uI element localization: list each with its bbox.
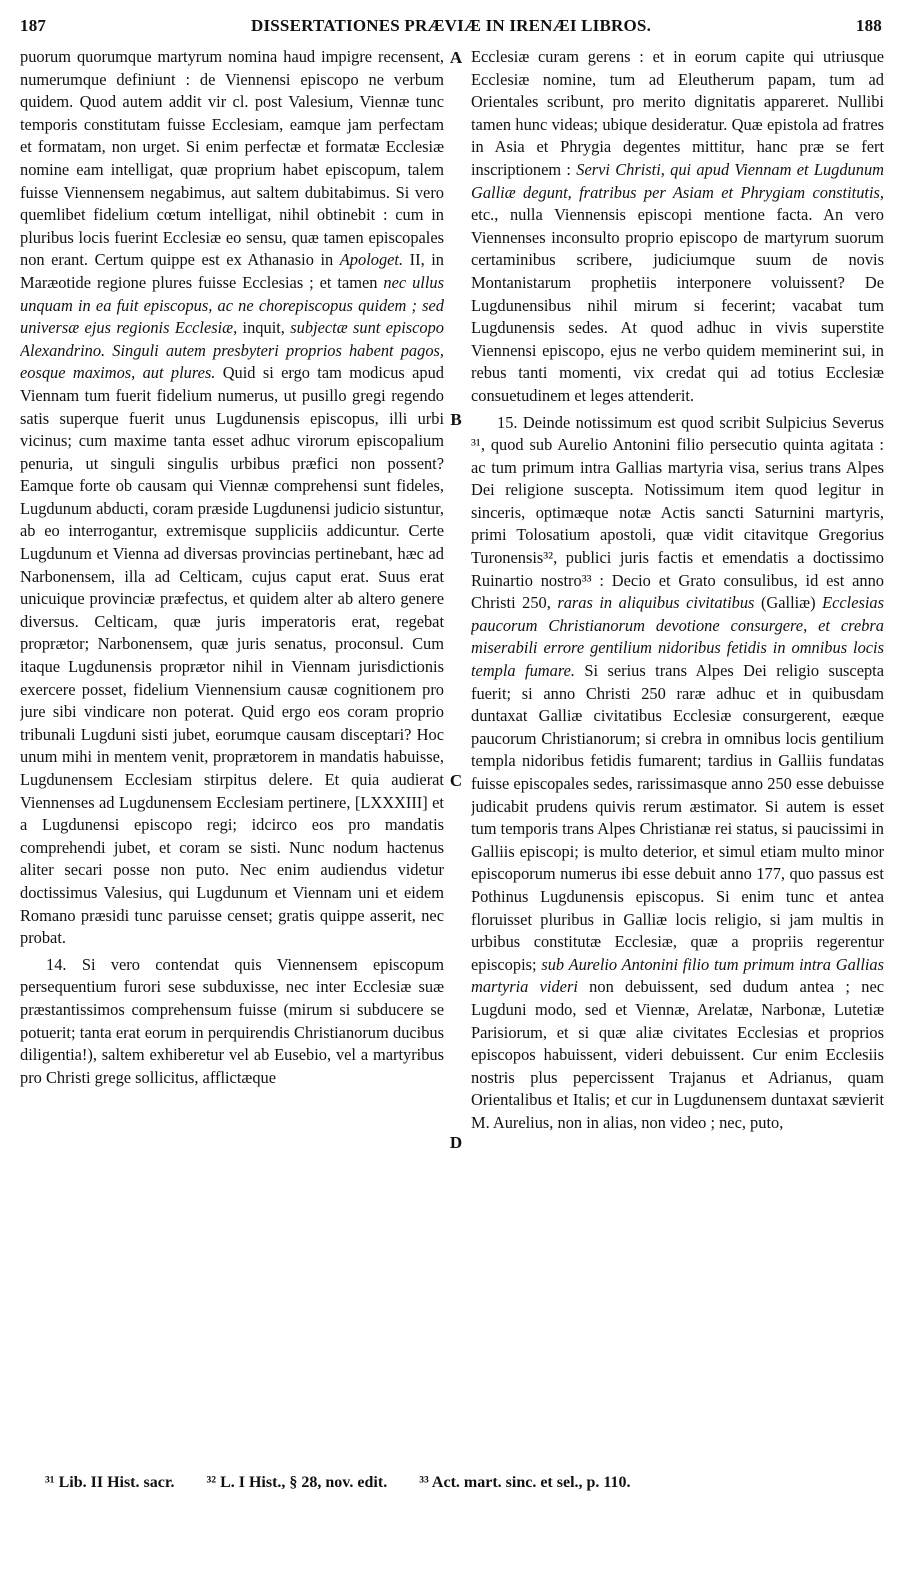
page-number-right: 188 xyxy=(855,16,882,35)
right-column xyxy=(471,46,884,1451)
margin-marker-d: D xyxy=(449,1133,463,1152)
footnote-31: ³¹ Lib. II Hist. sacr. xyxy=(45,1474,175,1491)
left-column xyxy=(20,46,444,1451)
footnote-32: ³² L. I Hist., § 28, nov. edit. xyxy=(206,1474,388,1491)
left-paragraph-continued: puorum quorumque martyrum nomina haud impigre recensent, numerumque definiunt : de Viennensi episcopo ne verbum quidem. Quod autem addit vir cl. post Valesium, Viennæ tunc temporis constitutam fuisse Ecclesiam, eamque jam perfectam et formatam, non urget. Si enim perfectæ et formatæ Ecclesiæ nomine eam intelligat, quæ proprium habet episcopum, talem fuisse Viennensem negabimus, aut saltem dubitabimus. Si vero quemlibet fidelium cœtum intelligat, nihil obtinebit : cum in pluribus locis fuerint Ecclesiæ eo sensu, quæ tamen episcopales non erant. Certum quippe est ex Athanasio in Apologet. II, in Maræotide regione plures fuisse Ecclesias ; et tamen nec ullus unquam in ea fuit episcopus, ac ne chorepiscopus quidem ; sed universæ ejus regionis Ecclesiæ, inquit, subjectæ sunt episcopo Alexandrino. Singuli autem presbyteri proprios habent pagos, eosque maximos, aut plures. Quid si ergo tam modicus apud Viennam tum fuerit fidelium numerus, ut pusillo gregi regendo satis superque fuerit unus Lugdunensis episcopus, illi urbi vicinus; cum maxime tanta esset adhuc virorum episcopalium penuria, ut singuli singulis urbibus præfici non possent? Eamque forte ob causam qui Viennæ comprehensi sunt fideles, Lugdunum abducti, coram præside Lugdunensi judicio sistuntur, ab eo interrogantur, extremisque suppliciis addicuntur. Certe Lugdunum et Vienna ad diversas provincias pertinebant, hæc ad Narbonensem, illa ad Celticam, cujus caput erat. Suus erat unicuique provinciæ præfectus, et quidem alter ab altero genere diversus. Celticam, quæ juris imperatoris erat, regebat proprætor; Narbonensem, quæ juris senatus, proconsul. Cum itaque Lugdunensis proprætor nihil in Viennam jurisdictionis exercere posset, fidelium Viennensium causæ cognitionem pro jure sibi vindicare non poterat. Quid ergo eos coram proprio tribunali Lugduni sisti jubet, eorumque causam disceptari? Hoc unum mihi in mentem venit, proprætorem in mandatis habuisse, Lugdunensem Ecclesiam stirpitus delere. Et quia audierat Viennenses ad Lugdunensem Ecclesiam pertinere, [LXXXIII] et a Lugdunensi episcopo regi; idcirco eos pro mandatis comprehendi jubet, et coram se sisti. Nunc nodum hactenus aliter secari posse non puto. Nec enim audiendus videtur doctissimus Valesius, qui Lugdunum et Viennam uni et eidem Romano præsidi tunc paruisse censet; gratis quippe asserit, nec probat. xyxy=(20,47,444,948)
running-title: DISSERTATIONES PRÆVIÆ IN IRENÆI LIBROS. xyxy=(250,16,652,35)
paragraph-15: 15. Deinde notissimum est quod scribit Sulpicius Severus ³¹, quod sub Aurelio Antonini filio persecutio quinta agitata : ac tum primum intra Gallias martyria visa, serius trans Alpes Dei religione suscepta. Notissimum item quod legitur in sinceris, optimæque notæ Actis sancti Saturnini martyris, primi Tolosatium apostoli, quæ vidit citavitque Gregorius Turonensis³², publici juris factis et emendatis a doctissimo Ruinartio nostro³³ : Decio et Grato consulibus, id est anno Christi 250, raras in aliquibus civitatibus (Galliæ) Ecclesias paucorum Christianorum devotione consurgere, et crebra miserabili errore gentilium nidoribus fetidis in omnibus locis templa fumare. Si serius trans Alpes Dei religio suscepta fuerit; si anno Christi 250 raræ adhuc et in quibusdam duntaxat Galliæ civitatibus Ecclesiæ consurgerent, eæque paucorum Christianorum; si crebra in omnibus locis gentilium templa nidoribus fetidis fumarent; tardius in Galliis fundatas fuisse episcopales sedes, rarissimasque anno 250 esse debuisse judicabit prudens quivis rerum æstimator. Si autem is esset tum temporis trans Alpes Christianæ rei status, si paucissimi in Galliis episcopi; is multo deterior, et simul etiam multo minor episcoporum numerus ibi esse debuit anno 177, quo passus est Pothinus Lugdunensis episcopus. Si enim tunc et antea floruisset pluribus in Galliæ locis religio, si jam multis in urbibus constitutæ Ecclesiæ, quæ a propriis regerentur episcopis; sub Aurelio Antonini filio tum primum intra Gallias martyria videri non debuissent, sed dudum antea ; nec Lugduni modo, sed et Viennæ, Arelatæ, Narbonæ, Lutetiæ Parisiorum, et si quæ aliæ civitates Ecclesias et proprios episcopos habuissent, videri debuissent. Cur enim Ecclesiis nostris plus pepercissent Trajanus et Adrianus, quam Orientalibus et Italis; et cur in Lugdunensem duntaxat sævierit M. Aurelius, non in alias, non video ; nec, puto, xyxy=(471,412,884,1132)
running-header xyxy=(20,12,882,36)
margin-marker-b: B xyxy=(450,410,462,429)
margin-marker-c: C xyxy=(449,771,463,790)
right-paragraph-continued: Ecclesiæ curam gerens : et in eorum capite qui utriusque Ecclesiæ nomine, tum ad Eleutherum papam, tum ad Orientales scribunt, pro merito dignitatis appareret. Nullibi tamen hunc videas; ubique desideratur. Quæ epistola ad fratres in Asia et Phrygia degentes mittitur, hanc præ se fert inscriptionem : Servi Christi, qui apud Viennam et Lugdunum Galliæ degunt, fratribus per Asiam et Phrygiam constitutis, etc., nulla Viennensis episcopi mentione facta. An vero Viennenses inconsulto proprio episcopo de martyrum suorum certaminibus scribere, judiciumque suum de novis Montanistarum prophetiis interponere voluissent? De Lugdunensibus nihil mirum si fecerint; vacabat tum Lugdunensis sedes. At quod adhuc in vivis superstite Viennensi episcopo, ejus ne verbo quidem meminerint sui, in rebus tanti momenti, vix credat qui ad totius Ecclesiæ consuetudinem et leges attenderit. xyxy=(471,47,884,405)
margin-marker-a: A xyxy=(449,48,463,67)
paragraph-14: 14. Si vero contendat quis Viennensem episcopum persequentium furori sese subduxisse, nec inter Ecclesiæ suæ præstantissimos comprehensum fuisse (mirum si subducere se potuerit; tanta erat eorum in perquirendis Christianorum ducibus diligentia!), saltem exhiberetur vel ab Eusebio, vel a martyribus pro Christi grege sollicitus, afflictæque xyxy=(20,954,444,1087)
footnotes xyxy=(45,1474,865,1492)
footnote-33: ³³ Act. mart. sinc. et sel., p. 110. xyxy=(419,1474,631,1491)
page-number-left: 187 xyxy=(20,16,47,35)
